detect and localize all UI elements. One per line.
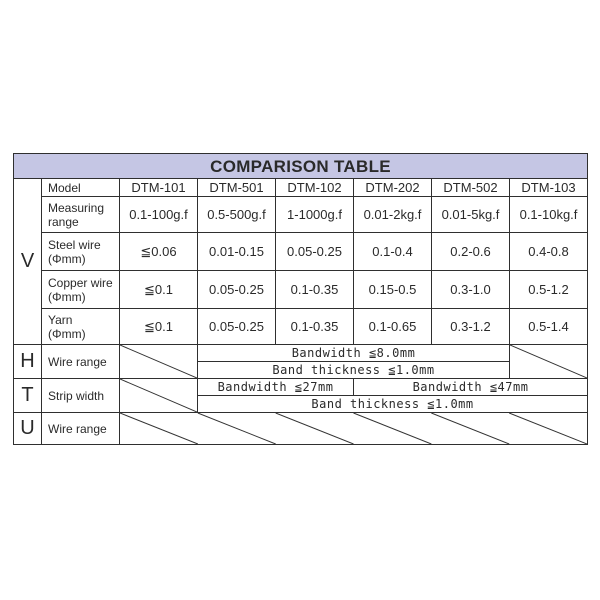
value-cell: 1-1000g.f xyxy=(276,197,354,233)
row-label-measuring-range xyxy=(42,197,120,233)
value-cell: 0.1-0.35 xyxy=(276,271,354,309)
group-letter-t: T xyxy=(14,379,42,413)
value-cell: 0.5-500g.f xyxy=(198,197,276,233)
value-cell: 0.1-0.65 xyxy=(354,309,432,345)
value-cell: 0.3-1.0 xyxy=(432,271,510,309)
group-letter-u: U xyxy=(14,413,42,445)
value-cell: 0.01-2kg.f xyxy=(354,197,432,233)
model-header-cell: DTM-202 xyxy=(354,179,432,197)
value-cell: 0.1-10kg.f xyxy=(510,197,588,233)
row-label-line: (Φmm) xyxy=(48,326,86,341)
row-label-line: range xyxy=(48,214,79,229)
row-label-line: Measuring xyxy=(48,200,105,215)
value-cell: 0.05-0.25 xyxy=(276,233,354,271)
group-letter-v: V xyxy=(14,179,42,345)
value-cell: 0.01-0.15 xyxy=(198,233,276,271)
group-letter-h: H xyxy=(14,345,42,379)
value-cell: 0.5-1.2 xyxy=(510,271,588,309)
value-cell: 0.2-0.6 xyxy=(432,233,510,271)
row-label-line: Steel wire xyxy=(48,237,101,252)
table-row xyxy=(14,271,588,309)
t-bandwidth-right-cell: Bandwidth ≦47mm xyxy=(354,379,588,396)
table-row xyxy=(14,233,588,271)
value-cell: 0.05-0.25 xyxy=(198,309,276,345)
model-header-cell: DTM-502 xyxy=(432,179,510,197)
row-label-line: (Φmm) xyxy=(48,289,86,304)
row-label-line: Yarn xyxy=(48,312,73,327)
row-label-yarn xyxy=(42,309,120,345)
not-applicable-cell xyxy=(120,379,198,413)
comparison-table-grid xyxy=(13,153,588,445)
h-bandwidth-cell: Bandwidth ≦8.0mm xyxy=(198,345,510,362)
diagonal-line xyxy=(120,379,197,412)
value-cell: ≦0.06 xyxy=(120,233,198,271)
model-header-cell: DTM-101 xyxy=(120,179,198,197)
value-cell: 0.15-0.5 xyxy=(354,271,432,309)
row-label-strip-width: Strip width xyxy=(42,379,120,413)
row-label-steel-wire xyxy=(42,233,120,271)
table-title: COMPARISON TABLE xyxy=(14,154,588,179)
not-applicable-cell xyxy=(120,413,588,445)
value-cell: 0.01-5kg.f xyxy=(432,197,510,233)
model-header-cell: DTM-102 xyxy=(276,179,354,197)
diagonal-lines xyxy=(120,413,587,444)
model-header-label: Model xyxy=(42,179,120,197)
value-cell: 0.05-0.25 xyxy=(198,271,276,309)
diagonal-line xyxy=(120,345,197,378)
row-label-copper-wire xyxy=(42,271,120,309)
not-applicable-cell xyxy=(510,345,588,379)
t-thickness-cell: Band thickness ≦1.0mm xyxy=(198,396,588,413)
table-row xyxy=(14,309,588,345)
t-bandwidth-left-cell: Bandwidth ≦27mm xyxy=(198,379,354,396)
row-label-wire-range-h: Wire range xyxy=(42,345,120,379)
table-row xyxy=(14,379,588,396)
diagonal-line xyxy=(510,345,587,378)
row-label-wire-range-u: Wire range xyxy=(42,413,120,445)
row-label-line: (Φmm) xyxy=(48,251,86,266)
value-cell: 0.1-0.35 xyxy=(276,309,354,345)
model-header-cell: DTM-501 xyxy=(198,179,276,197)
table-row xyxy=(14,413,588,445)
table-row xyxy=(14,345,588,362)
value-cell: ≦0.1 xyxy=(120,271,198,309)
value-cell: 0.1-0.4 xyxy=(354,233,432,271)
value-cell: 0.3-1.2 xyxy=(432,309,510,345)
value-cell: 0.4-0.8 xyxy=(510,233,588,271)
value-cell: ≦0.1 xyxy=(120,309,198,345)
value-cell: 0.5-1.4 xyxy=(510,309,588,345)
comparison-table xyxy=(13,153,587,445)
value-cell: 0.1-100g.f xyxy=(120,197,198,233)
h-thickness-cell: Band thickness ≦1.0mm xyxy=(198,362,510,379)
row-label-line: Copper wire xyxy=(48,275,113,290)
not-applicable-cell xyxy=(120,345,198,379)
table-row xyxy=(14,197,588,233)
model-header-cell: DTM-103 xyxy=(510,179,588,197)
